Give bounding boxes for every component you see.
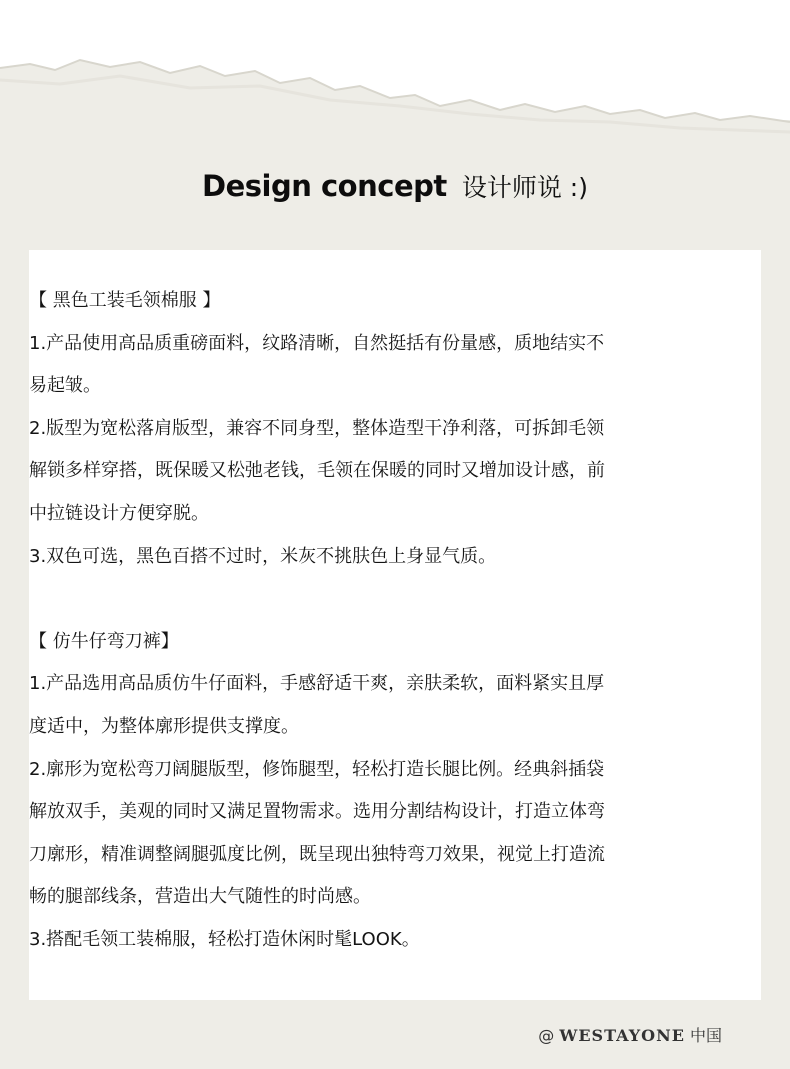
jacket-line: 中拉链设计方便穿脱。 xyxy=(29,502,209,524)
torn-paper-edge xyxy=(0,40,790,160)
region-label: 中国 xyxy=(689,1026,722,1045)
heading-chinese: 设计师说 :) xyxy=(461,173,588,202)
at-symbol: @ xyxy=(538,1026,555,1045)
pants-line: 解放双手，美观的同时又满足置物需求。选用分割结构设计，打造立体弯 xyxy=(29,801,605,823)
pants-heading: 【 仿牛仔弯刀裤】 xyxy=(29,630,179,652)
pants-line: 1.产品选用高品质仿牛仔面料，手感舒适干爽，亲肤柔软，面料紧实且厚 xyxy=(29,673,605,695)
brand-logo-text: WESTAYONE xyxy=(559,1026,685,1045)
pants-line: 度适中，为整体廓形提供支撑度。 xyxy=(29,715,299,737)
jacket-line: 解锁多样穿搭，既保暖又松弛老钱，毛领在保暖的同时又增加设计感，前 xyxy=(29,460,605,482)
section-spacer xyxy=(29,578,739,621)
heading-english: Design concept xyxy=(202,169,447,203)
brand-footer xyxy=(538,1023,722,1046)
jacket-heading: 【 黑色工装毛领棉服 】 xyxy=(29,290,221,311)
jacket-line: 2.版型为宽松落肩版型，兼容不同身型，整体造型干净利落，可拆卸毛领 xyxy=(29,417,605,439)
jacket-line: 3.双色可选，黑色百搭不过时，米灰不挑肤色上身显气质。 xyxy=(29,545,497,567)
page-heading xyxy=(0,168,790,204)
pants-line: 刀廓形，精准调整阔腿弧度比例，既呈现出独特弯刀效果，视觉上打造流 xyxy=(29,843,605,865)
jacket-line: 易起皱。 xyxy=(29,375,101,397)
description-text xyxy=(29,280,739,962)
jacket-line: 1.产品使用高品质重磅面料，纹路清晰，自然挺括有份量感，质地结实不 xyxy=(29,332,605,354)
pants-line: 2.廓形为宽松弯刀阔腿版型，修饰腿型，轻松打造长腿比例。经典斜插袋 xyxy=(29,758,605,780)
pants-line: 3.搭配毛领工装棉服，轻松打造休闲时髦LOOK。 xyxy=(29,928,420,950)
pants-line: 畅的腿部线条，营造出大气随性的时尚感。 xyxy=(29,886,371,908)
